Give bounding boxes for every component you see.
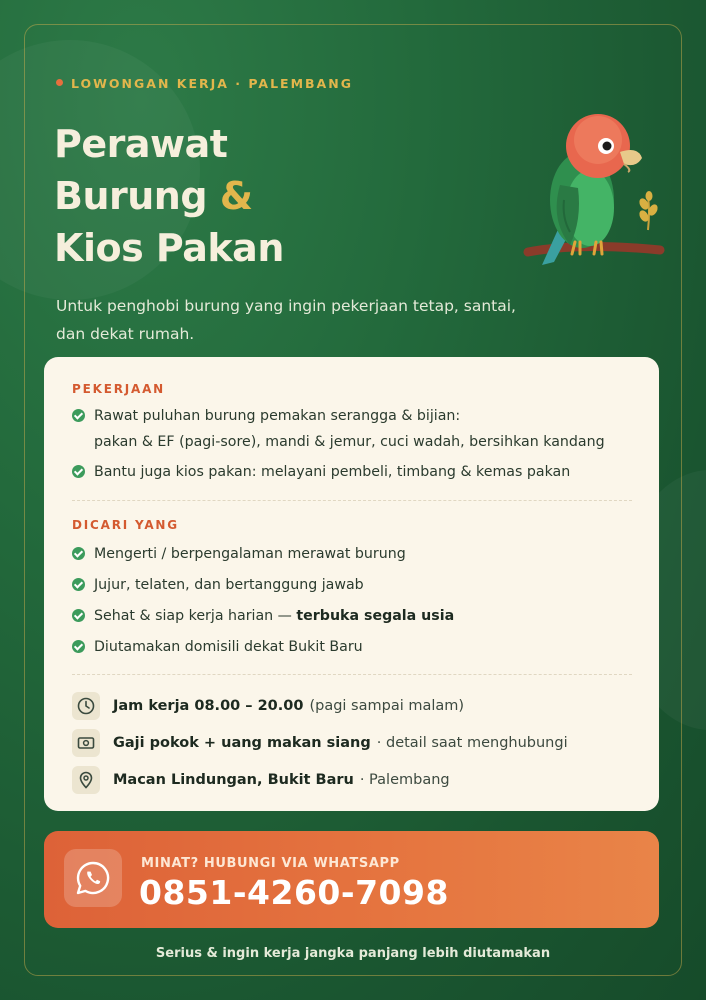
list-item-text: Jujur, telaten, dan bertanggung jawab [94, 577, 364, 593]
list-item [72, 459, 652, 485]
info-strong: Macan Lindungan, Bukit Baru [113, 772, 354, 788]
check-icon [72, 409, 85, 422]
cta-label: MINAT? HUBUNGI VIA WHATSAPP [141, 856, 400, 871]
info-rest: · detail saat menghubungi [376, 735, 568, 751]
info-strong: Jam kerja 08.00 – 20.00 [113, 698, 304, 714]
title-line-2 [54, 170, 284, 222]
page-title [54, 118, 284, 274]
parrot-illustration [520, 100, 670, 275]
info-strong: Gaji pokok + uang makan siang [113, 735, 371, 751]
location-pin-icon [72, 766, 100, 794]
clock-icon [72, 692, 100, 720]
subtitle: Untuk penghobi burung yang ingin pekerjaan tetap, santai, dan dekat rumah. [56, 297, 516, 343]
list-item-text: Diutamakan domisili dekat Bukit Baru [94, 639, 363, 655]
info-row-hours [72, 692, 642, 720]
divider [72, 500, 632, 501]
list-item [72, 403, 652, 455]
check-icon [72, 640, 85, 653]
list-item-line: pakan & EF (pagi-sore), mandi & jemur, cuci wadah, bersihkan kandang [94, 434, 605, 450]
list-item-text: Mengerti / berpengalaman merawat burung [94, 546, 406, 562]
list-item-line: Rawat puluhan burung pemakan serangga & bijian: [94, 408, 461, 424]
divider [72, 674, 632, 675]
list-item [72, 603, 652, 629]
section-heading-dicari: DICARI YANG [72, 518, 179, 532]
title-line-3: Kios Pakan [54, 226, 284, 270]
title-ampersand: & [219, 174, 253, 218]
section-heading-pekerjaan: PEKERJAAN [72, 382, 166, 396]
list-item [72, 572, 652, 598]
eyebrow-text: LOWONGAN KERJA · PALEMBANG [71, 76, 353, 91]
footer-note: Serius & ingin kerja jangka panjang lebih diutamakan [155, 946, 551, 961]
list-item-plain: Sehat & siap kerja harian — [94, 608, 297, 624]
money-icon [72, 729, 100, 757]
check-icon [72, 578, 85, 591]
title-word-burung: Burung [54, 174, 208, 218]
title-line-1: Perawat [54, 122, 228, 166]
info-rest: · Palembang [359, 772, 450, 788]
check-icon [72, 547, 85, 560]
whatsapp-contact-banner[interactable] [44, 831, 659, 928]
list-item-bold: terbuka segala usia [296, 608, 455, 624]
info-row-location [72, 766, 642, 794]
list-item-line: Bantu juga kios pakan: melayani pembeli, timbang & kemas pakan [94, 464, 571, 480]
info-rest: (pagi sampai malam) [309, 698, 465, 714]
bullet-dot-icon [56, 79, 63, 86]
phone-number[interactable]: 0851-4260-7098 [139, 873, 449, 912]
list-item [72, 541, 652, 567]
check-icon [72, 609, 85, 622]
list-item [72, 634, 652, 660]
whatsapp-icon [64, 849, 122, 907]
eyebrow [56, 76, 353, 91]
info-row-salary [72, 729, 642, 757]
job-details-card [44, 357, 659, 811]
list-item-text [72, 603, 652, 629]
check-icon [72, 465, 85, 478]
